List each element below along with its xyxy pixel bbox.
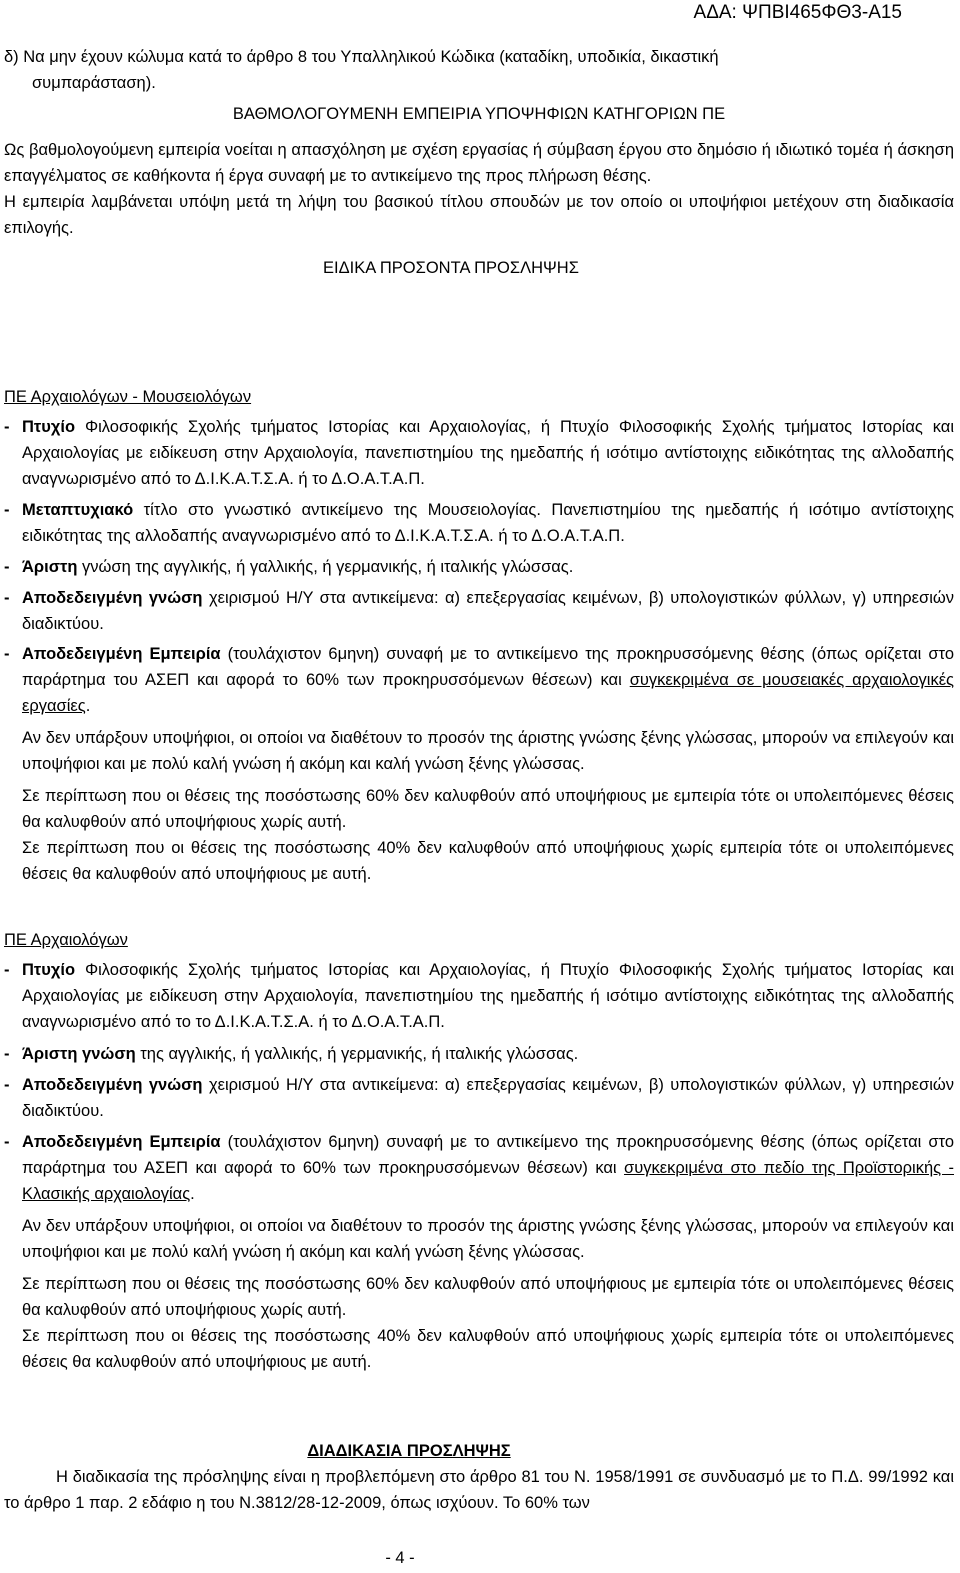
- intro-block: [4, 44, 954, 281]
- experience-item: - Αποδεδειγμένη Εμπειρία (τουλάχιστον 6μηνη) συναφή με το αντικείμενο της προκηρυσσόμενης θέσης (όπως ορίζεται στο παράρτημα του ΑΣΕΠ και αφορά το 60% των προκηρυσσόμενων θέσεων) και συγκεκριμένα σε μουσειακές αρχαιολογικές εργασίες.: [4, 641, 954, 719]
- ada-code: ΑΔΑ: ΨΠΒΙ465ΦΘ3-Α15: [693, 2, 902, 23]
- note-quota-60: Σε περίπτωση που οι θέσεις της ποσόστωσης 60% δεν καλυφθούν από υποψήφιους με εμπειρία τότε οι υπολειπόμενες θέσεις θα καλυφθούν από υποψήφιους χωρίς αυτή.: [22, 787, 954, 831]
- procedure-title: ΔΙΑΔΙΚΑΣΙΑ ΠΡΟΣΛΗΨΗΣ: [307, 1442, 511, 1460]
- bullet: -: [4, 1076, 10, 1094]
- language-item: - Άριστη γνώση της αγγλικής, ή γαλλικής, ή γερμανικής, ή ιταλικής γλώσσας.: [4, 1041, 954, 1067]
- note-language: Αν δεν υπάρξουν υποψήφιοι, οι οποίοι να διαθέτουν το προσόν της άριστης γνώσης ξένης γλώσσας, μπορούν να επιλεγούν και υποψήφιοι και με πολύ καλή γνώση ή ακόμη και καλή γνώση ξένης γλώσσας.: [22, 1217, 954, 1261]
- bullet: -: [4, 589, 10, 607]
- item-d: δ) Να μην έχουν κώλυμα κατά το άρθρο 8 του Υπαλληλικού Κώδικα (καταδίκη, υποδικία, δικαστική: [4, 48, 719, 66]
- experience-title: ΒΑΘΜΟΛΟΓΟΥΜΕΝΗ ΕΜΠΕΙΡΙΑ ΥΠΟΨΗΦΙΩΝ ΚΑΤΗΓΟΡΙΩΝ ΠΕ: [232, 105, 726, 123]
- section-title: ΠΕ Αρχαιολόγων - Μουσειολόγων: [4, 388, 252, 406]
- procedure-text: Η διαδικασία της πρόσληψης είναι η προβλεπόμενη στο άρθρο 81 του Ν. 1958/1991 σε συνδυασμό με το Π.Δ. 99/1992 και το άρθρο 1 παρ. 2 εδάφιο η του Ν.3812/28-12-2009, όπως ισχύουν. Το 60% των: [4, 1468, 954, 1512]
- bullet: -: [4, 645, 10, 663]
- section-title: ΠΕ Αρχαιολόγων: [4, 931, 128, 949]
- experience-paragraph-2: Η εμπειρία λαμβάνεται υπόψη μετά τη λήψη του βασικού τίτλου σπουδών με τον οποίο οι υποψήφιοι μετέχουν στη διαδικασία επιλογής.: [4, 193, 954, 237]
- master-item: - Μεταπτυχιακό τίτλο στο γνωστικό αντικείμενο της Μουσειολογίας. Πανεπιστημίου της ημεδαπής ή ισότιμο αντίστοιχης ειδικότητας της αλλοδαπής αναγνωρισμένο από το Δ.Ι.Κ.Α.Τ.Σ.Α. ή το Δ.Ο.Α.Τ.Α.Π.: [4, 497, 954, 549]
- note-quota-40: Σε περίπτωση που οι θέσεις της ποσόστωσης 40% δεν καλυφθούν από υποψήφιους χωρίς εμπειρία τότε οι υπολειπόμενες θέσεις θα καλυφθούν από υποψήφιους με αυτή.: [22, 1327, 954, 1371]
- special-qualifications-title: ΕΙΔΙΚΑ ΠΡΟΣΟΝΤΑ ΠΡΟΣΛΗΨΗΣ: [323, 259, 579, 277]
- item-d-continuation: συμπαράσταση).: [32, 74, 156, 92]
- section-archaeologists-museologists: [4, 384, 954, 887]
- bullet: -: [4, 558, 10, 576]
- bullet: -: [4, 961, 10, 979]
- experience-item: - Αποδεδειγμένη Εμπειρία (τουλάχιστον 6μηνη) συναφή με το αντικείμενο της προκηρυσσόμενης θέσης (όπως ορίζεται στο παράρτημα του ΑΣΕΠ και αφορά το 60% των προκηρυσσόμενων θέσεων) και συγκεκριμένα στο πεδίο της Προϊστορικής - Κλασικής αρχαιολογίας.: [4, 1129, 954, 1207]
- bullet: -: [4, 1045, 10, 1063]
- language-item: - Άριστη γνώση της αγγλικής, ή γαλλικής, ή γερμανικής, ή ιταλικής γλώσσας.: [4, 554, 954, 580]
- bullet: -: [4, 418, 10, 436]
- note-quota-60: Σε περίπτωση που οι θέσεις της ποσόστωσης 60% δεν καλυφθούν από υποψήφιους με εμπειρία τότε οι υπολειπόμενες θέσεις θα καλυφθούν από υποψήφιους χωρίς αυτή.: [22, 1275, 954, 1319]
- bullet: -: [4, 1133, 10, 1151]
- note-language: Αν δεν υπάρξουν υποψήφιοι, οι οποίοι να διαθέτουν το προσόν της άριστης γνώσης ξένης γλώσσας, μπορούν να επιλεγούν και υποψήφιοι και με πολύ καλή γνώση ή ακόμη και καλή γνώση ξένης γλώσσας.: [22, 729, 954, 773]
- note-quota-40: Σε περίπτωση που οι θέσεις της ποσόστωσης 40% δεν καλυφθούν από υποψήφιους χωρίς εμπειρία τότε οι υπολειπόμενες θέσεις θα καλυφθούν από υποψήφιους με αυτή.: [22, 839, 954, 883]
- degree-item: - Πτυχίο Φιλοσοφικής Σχολής τμήματος Ιστορίας και Αρχαιολογίας, ή Πτυχίο Φιλοσοφικής Σχολής τμήματος Ιστορίας και Αρχαιολογίας με ειδίκευση στην Αρχαιολογία, πανεπιστημίου της ημεδαπής ή ισότιμο αντίστοιχης ειδικότητας της αλλοδαπής αναγνωρισμένο από το Δ.Ι.Κ.Α.Τ.Σ.Α. ή το Δ.Ο.Α.Τ.Α.Π.: [4, 414, 954, 492]
- degree-item: - Πτυχίο Φιλοσοφικής Σχολής τμήματος Ιστορίας και Αρχαιολογίας, ή Πτυχίο Φιλοσοφικής Σχολής τμήματος Ιστορίας και Αρχαιολογίας με ειδίκευση στην Αρχαιολογία, πανεπιστημίου της ημεδαπής ή ισότιμο αντίστοιχης ειδικότητας της αλλοδαπής αναγνωρισμένο από το το Δ.Ι.Κ.Α.Τ.Σ.Α. ή το Δ.Ο.Α.Τ.Α.Π.: [4, 957, 954, 1035]
- computer-skills-item: - Αποδεδειγμένη γνώση χειρισμού Η/Υ στα αντικείμενα: α) επεξεργασίας κειμένων, β) υπολογιστικών φύλλων, γ) υπηρεσιών διαδικτύου.: [4, 585, 954, 637]
- section-archaeologists: [4, 927, 954, 1375]
- page-number: - 4 -: [385, 1549, 415, 1567]
- bullet: -: [4, 501, 10, 519]
- procedure-block: [4, 1438, 954, 1516]
- computer-skills-item: - Αποδεδειγμένη γνώση χειρισμού Η/Υ στα αντικείμενα: α) επεξεργασίας κειμένων, β) υπολογιστικών φύλλων, γ) υπηρεσιών διαδικτύου.: [4, 1072, 954, 1124]
- experience-paragraph-1: Ως βαθμολογούμενη εμπειρία νοείται η απασχόληση με σχέση εργασίας ή σύμβαση έργου στο δημόσιο ή ιδιωτικό τομέα ή άσκηση επαγγέλματος σε καθήκοντα ή έργα συναφή με το αντικείμενο της προς πλήρωση θέσης.: [4, 141, 954, 185]
